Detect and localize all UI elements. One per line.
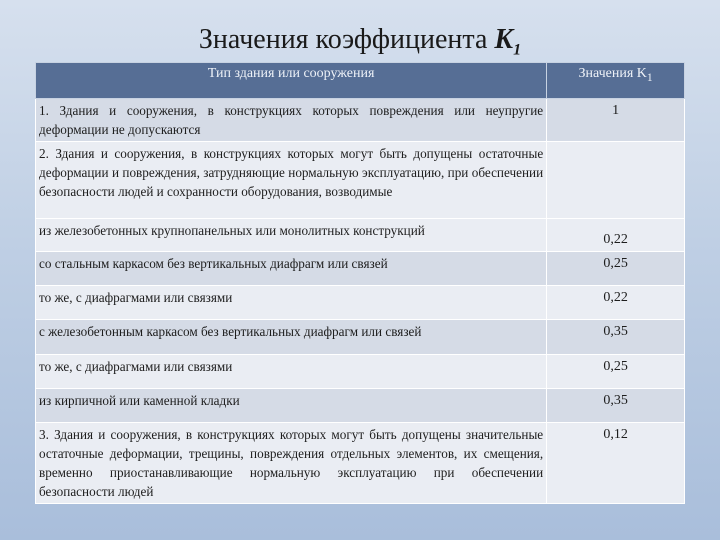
header-value-prefix: Значения K bbox=[578, 66, 647, 81]
row-description: из железобетонных крупнопанельных или монолитных конструкций bbox=[36, 219, 547, 252]
table-row bbox=[36, 320, 685, 355]
row-description: с железобетонным каркасом без вертикальных диафрагм или связей bbox=[36, 320, 547, 355]
row-value: 0,12 bbox=[547, 423, 685, 504]
row-value: 0,35 bbox=[547, 320, 685, 355]
row-value: 0,22 bbox=[547, 219, 685, 252]
title-text: Значения коэффициента bbox=[198, 24, 495, 55]
row-value: 0,25 bbox=[547, 252, 685, 286]
row-description: со стальным каркасом без вертикальных диафрагм или связей bbox=[36, 252, 547, 286]
table-row bbox=[36, 286, 685, 320]
coefficient-table bbox=[35, 62, 685, 504]
row-description: 3. Здания и сооружения, в конструкциях которых могут быть допущены значительные остаточные деформации, трещины, повреждения отдельных элементов, их смещения, временно приостанавливающие нормальную эксплуатацию при обеспечении безопасности людей bbox=[36, 423, 547, 504]
table-row bbox=[36, 423, 685, 504]
title-symbol: K bbox=[494, 24, 514, 55]
table-row bbox=[36, 219, 685, 252]
table-row bbox=[36, 99, 685, 142]
header-value bbox=[547, 63, 685, 99]
row-description: то же, с диафрагмами или связями bbox=[36, 355, 547, 389]
row-description: 1. Здания и сооружения, в конструкциях которых повреждения или неупругие деформации не допускаются bbox=[36, 99, 547, 142]
row-value bbox=[547, 142, 685, 219]
table-row bbox=[36, 142, 685, 219]
row-value: 0,25 bbox=[547, 355, 685, 389]
table-row bbox=[36, 355, 685, 389]
row-value: 0,35 bbox=[547, 389, 685, 423]
header-value-sub: 1 bbox=[646, 70, 653, 84]
table-header-row bbox=[36, 63, 685, 99]
row-description: из кирпичной или каменной кладки bbox=[36, 389, 547, 423]
page-title bbox=[0, 24, 720, 60]
title-subscript: 1 bbox=[513, 41, 522, 59]
row-value: 0,22 bbox=[547, 286, 685, 320]
row-description: 2. Здания и сооружения, в конструкциях которых могут быть допущены остаточные деформации и повреждения, затрудняющие нормальную эксплуатацию, при обеспечении безопасности людей и сохранности оборудования, возводимые bbox=[36, 142, 547, 219]
row-value: 1 bbox=[547, 99, 685, 142]
table-row bbox=[36, 389, 685, 423]
header-type: Тип здания или сооружения bbox=[36, 63, 547, 99]
table-row bbox=[36, 252, 685, 286]
row-description: то же, с диафрагмами или связями bbox=[36, 286, 547, 320]
